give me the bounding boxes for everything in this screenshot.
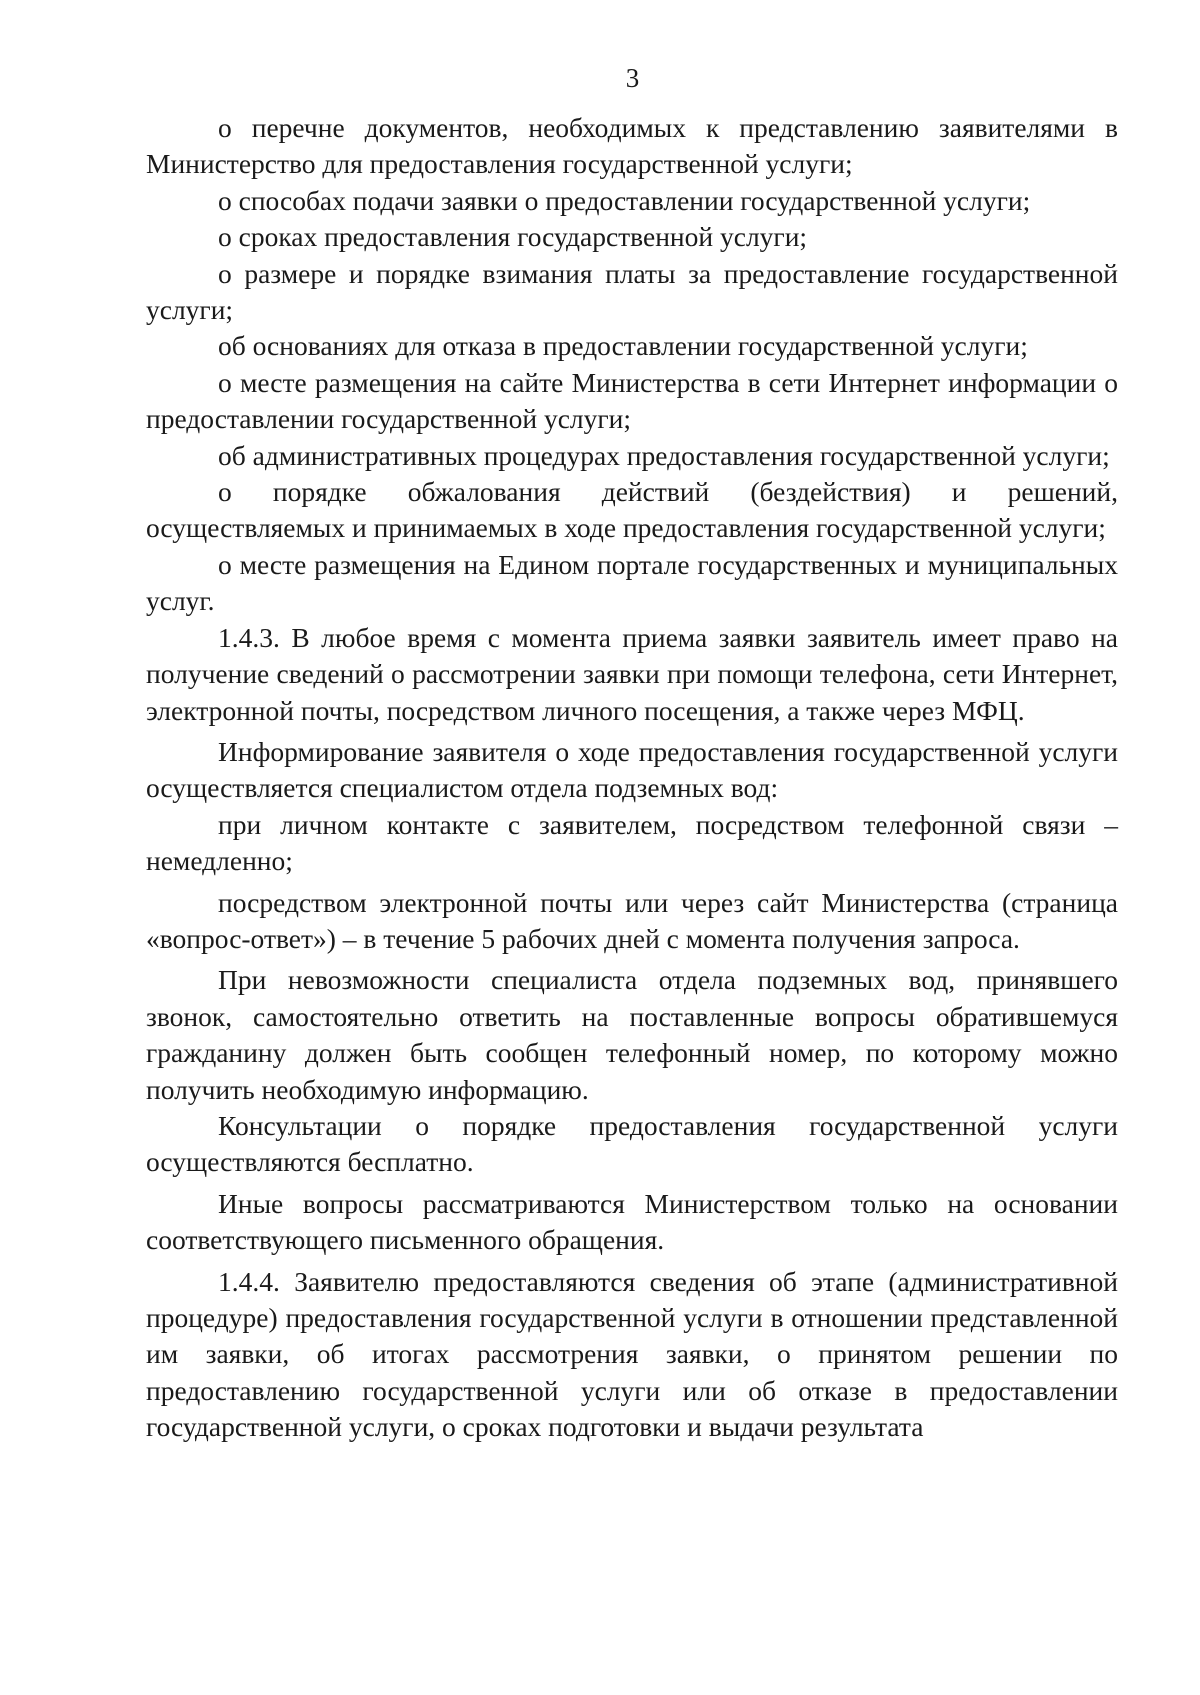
paragraph-documents-list: о перечне документов, необходимых к представлению заявителями в Министерство для предоставления государственной услуги; xyxy=(146,112,1118,180)
paragraph-website-info: о месте размещения на сайте Министерства в сети Интернет информации о предоставлении государственной услуги; xyxy=(146,366,1118,435)
paragraph-1-4-3: 1.4.3. В любое время с момента приема заявки заявитель имеет право на получение сведений о рассмотрении заявки при помощи телефона, сети Интернет, электронной почты, посредством личного посещения, а также через МФЦ. xyxy=(146,621,1118,726)
page-number: 3 xyxy=(625,63,640,93)
paragraph-submission-methods: о способах подачи заявки о предоставлении государственной услуги; xyxy=(218,184,1031,216)
paragraph-refusal-grounds: об основаниях для отказа в предоставлении государственной услуги; xyxy=(218,330,1028,362)
paragraph-personal-contact: при личном контакте с заявителем, посредством телефонной связи – немедленно; xyxy=(146,808,1118,877)
paragraph-unable-to-answer: При невозможности специалиста отдела подземных вод, принявшего звонок, самостоятельно ответить на поставленные вопросы обратившемуся гражданину должен быть сообщен телефонный номер, по которому можно получить необходимую информацию. xyxy=(146,964,1118,1105)
paragraph-written-appeal: Иные вопросы рассматриваются Министерством только на основании соответствующего письменного обращения. xyxy=(146,1187,1118,1256)
paragraph-unified-portal: о месте размещения на Едином портале государственных и муниципальных услуг. xyxy=(146,548,1118,617)
paragraph-admin-procedures: об административных процедурах предоставления государственной услуги; xyxy=(218,439,1110,471)
document-body xyxy=(146,110,1118,1446)
paragraph-service-terms: о сроках предоставления государственной услуги; xyxy=(218,221,808,253)
paragraph-free-consultation: Консультации о порядке предоставления государственной услуги осуществляются бесплатно. xyxy=(146,1109,1118,1178)
paragraph-1-4-4: 1.4.4. Заявителю предоставляются сведения об этапе (административной процедуре) предоставления государственной услуги в отношении представленной им заявки, об итогах рассмотрения заявки, о принятом решении по предоставлению государственной услуги или об отказе в предоставлении государственной услуги, о сроках подготовки и выдачи результата xyxy=(146,1265,1118,1443)
paragraph-informing: Информирование заявителя о ходе предоставления государственной услуги осуществляется специалистом отдела подземных вод: xyxy=(146,735,1118,804)
paragraph-appeal-procedure: о порядке обжалования действий (бездействия) и решений, осуществляемых и принимаемых в ходе предоставления государственной услуги; xyxy=(146,476,1118,544)
paragraph-fee: о размере и порядке взимания платы за предоставление государственной услуги; xyxy=(146,257,1118,326)
paragraph-email-website: посредством электронной почты или через сайт Министерства (страница «вопрос-ответ») – в течение 5 рабочих дней с момента получения запроса. xyxy=(146,886,1118,954)
